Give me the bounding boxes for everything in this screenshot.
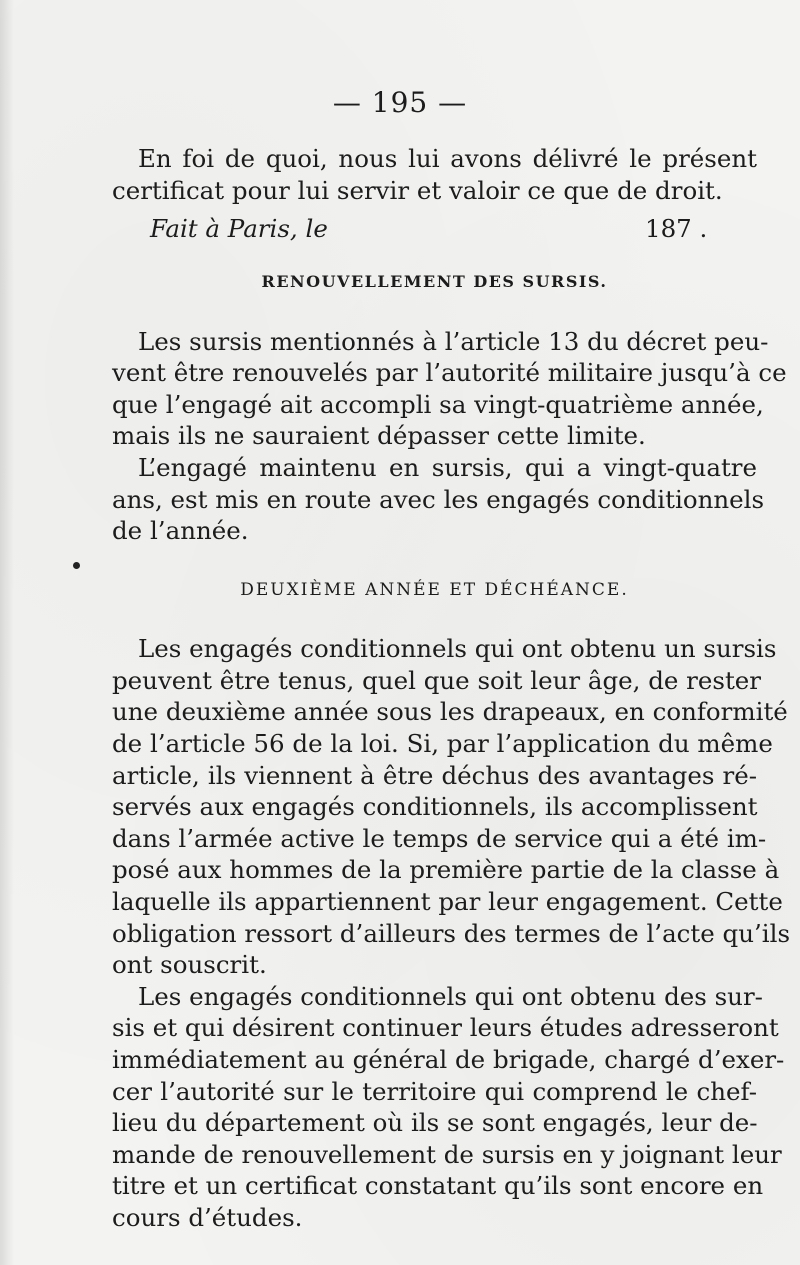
paragraph-line: mande de renouvellement de sursis en y joignant leur bbox=[112, 1140, 782, 1169]
paragraph-line: titre et un certificat constatant qu’ils sont encore en bbox=[112, 1171, 764, 1200]
section-heading-deuxieme-annee: DEUXIÈME ANNÉE ET DÉCHÉANCE. bbox=[240, 580, 629, 600]
paragraph-line: L’engagé maintenu en sursis, qui a vingt-quatre bbox=[138, 453, 757, 482]
paragraph-line: une deuxième année sous les drapeaux, en conformité bbox=[112, 697, 788, 726]
paragraph-line: peuvent être tenus, quel que soit leur âge, de rester bbox=[112, 666, 762, 695]
intro-line: En foi de quoi, nous lui avons délivré le présent bbox=[138, 144, 757, 173]
section-heading-renouvellement: RENOUVELLEMENT DES SURSIS. bbox=[261, 272, 608, 291]
intro-line: certificat pour lui servir et valoir ce que de droit. bbox=[112, 176, 723, 205]
paragraph-line: Les engagés conditionnels qui ont obtenu un sursis bbox=[138, 634, 777, 663]
paragraph-line: sis et qui désirent continuer leurs études adresseront bbox=[112, 1013, 779, 1042]
paragraph-line: obligation ressort d’ailleurs des termes de l’acte qu’ils bbox=[112, 919, 791, 948]
paragraph-line: de l’article 56 de la loi. Si, par l’application du même bbox=[112, 729, 773, 758]
paragraph-line: que l’engagé ait accompli sa vingt-quatrième année, bbox=[112, 390, 764, 419]
paragraph-line: mais ils ne sauraient dépasser cette limite. bbox=[112, 421, 646, 450]
paragraph-line: servés aux engagés conditionnels, ils accomplissent bbox=[112, 792, 758, 821]
signature-date: 187 . bbox=[645, 214, 708, 243]
paragraph-line: cours d’études. bbox=[112, 1203, 303, 1232]
paragraph-line: de l’année. bbox=[112, 516, 249, 545]
paragraph-line: vent être renouvelés par l’autorité militaire jusqu’à ce bbox=[112, 358, 787, 387]
paragraph-line: lieu du département où ils se sont engagés, leur de- bbox=[112, 1108, 758, 1137]
paragraph-line: laquelle ils appartiennent par leur engagement. Cette bbox=[112, 887, 783, 916]
paragraph-line: Les engagés conditionnels qui ont obtenu des sur- bbox=[138, 982, 763, 1011]
paragraph-line: posé aux hommes de la première partie de la classe à bbox=[112, 855, 780, 884]
paragraph-line: Les sursis mentionnés à l’article 13 du décret peu- bbox=[138, 327, 769, 356]
paragraph-line: cer l’autorité sur le territoire qui comprend le chef- bbox=[112, 1077, 757, 1106]
paragraph-line: dans l’armée active le temps de service qui a été im- bbox=[112, 824, 767, 853]
page-edge-shadow bbox=[0, 0, 14, 1265]
paragraph-line: article, ils viennent à être déchus des avantages ré- bbox=[112, 761, 757, 790]
paragraph-line: ont souscrit. bbox=[112, 950, 267, 979]
ink-spot bbox=[73, 562, 80, 569]
page-number: — 195 — bbox=[332, 86, 468, 119]
signature-place: Fait à Paris, le bbox=[150, 214, 328, 243]
paragraph-line: ans, est mis en route avec les engagés conditionnels bbox=[112, 485, 765, 514]
paragraph-line: immédiatement au général de brigade, chargé d’exer- bbox=[112, 1045, 785, 1074]
